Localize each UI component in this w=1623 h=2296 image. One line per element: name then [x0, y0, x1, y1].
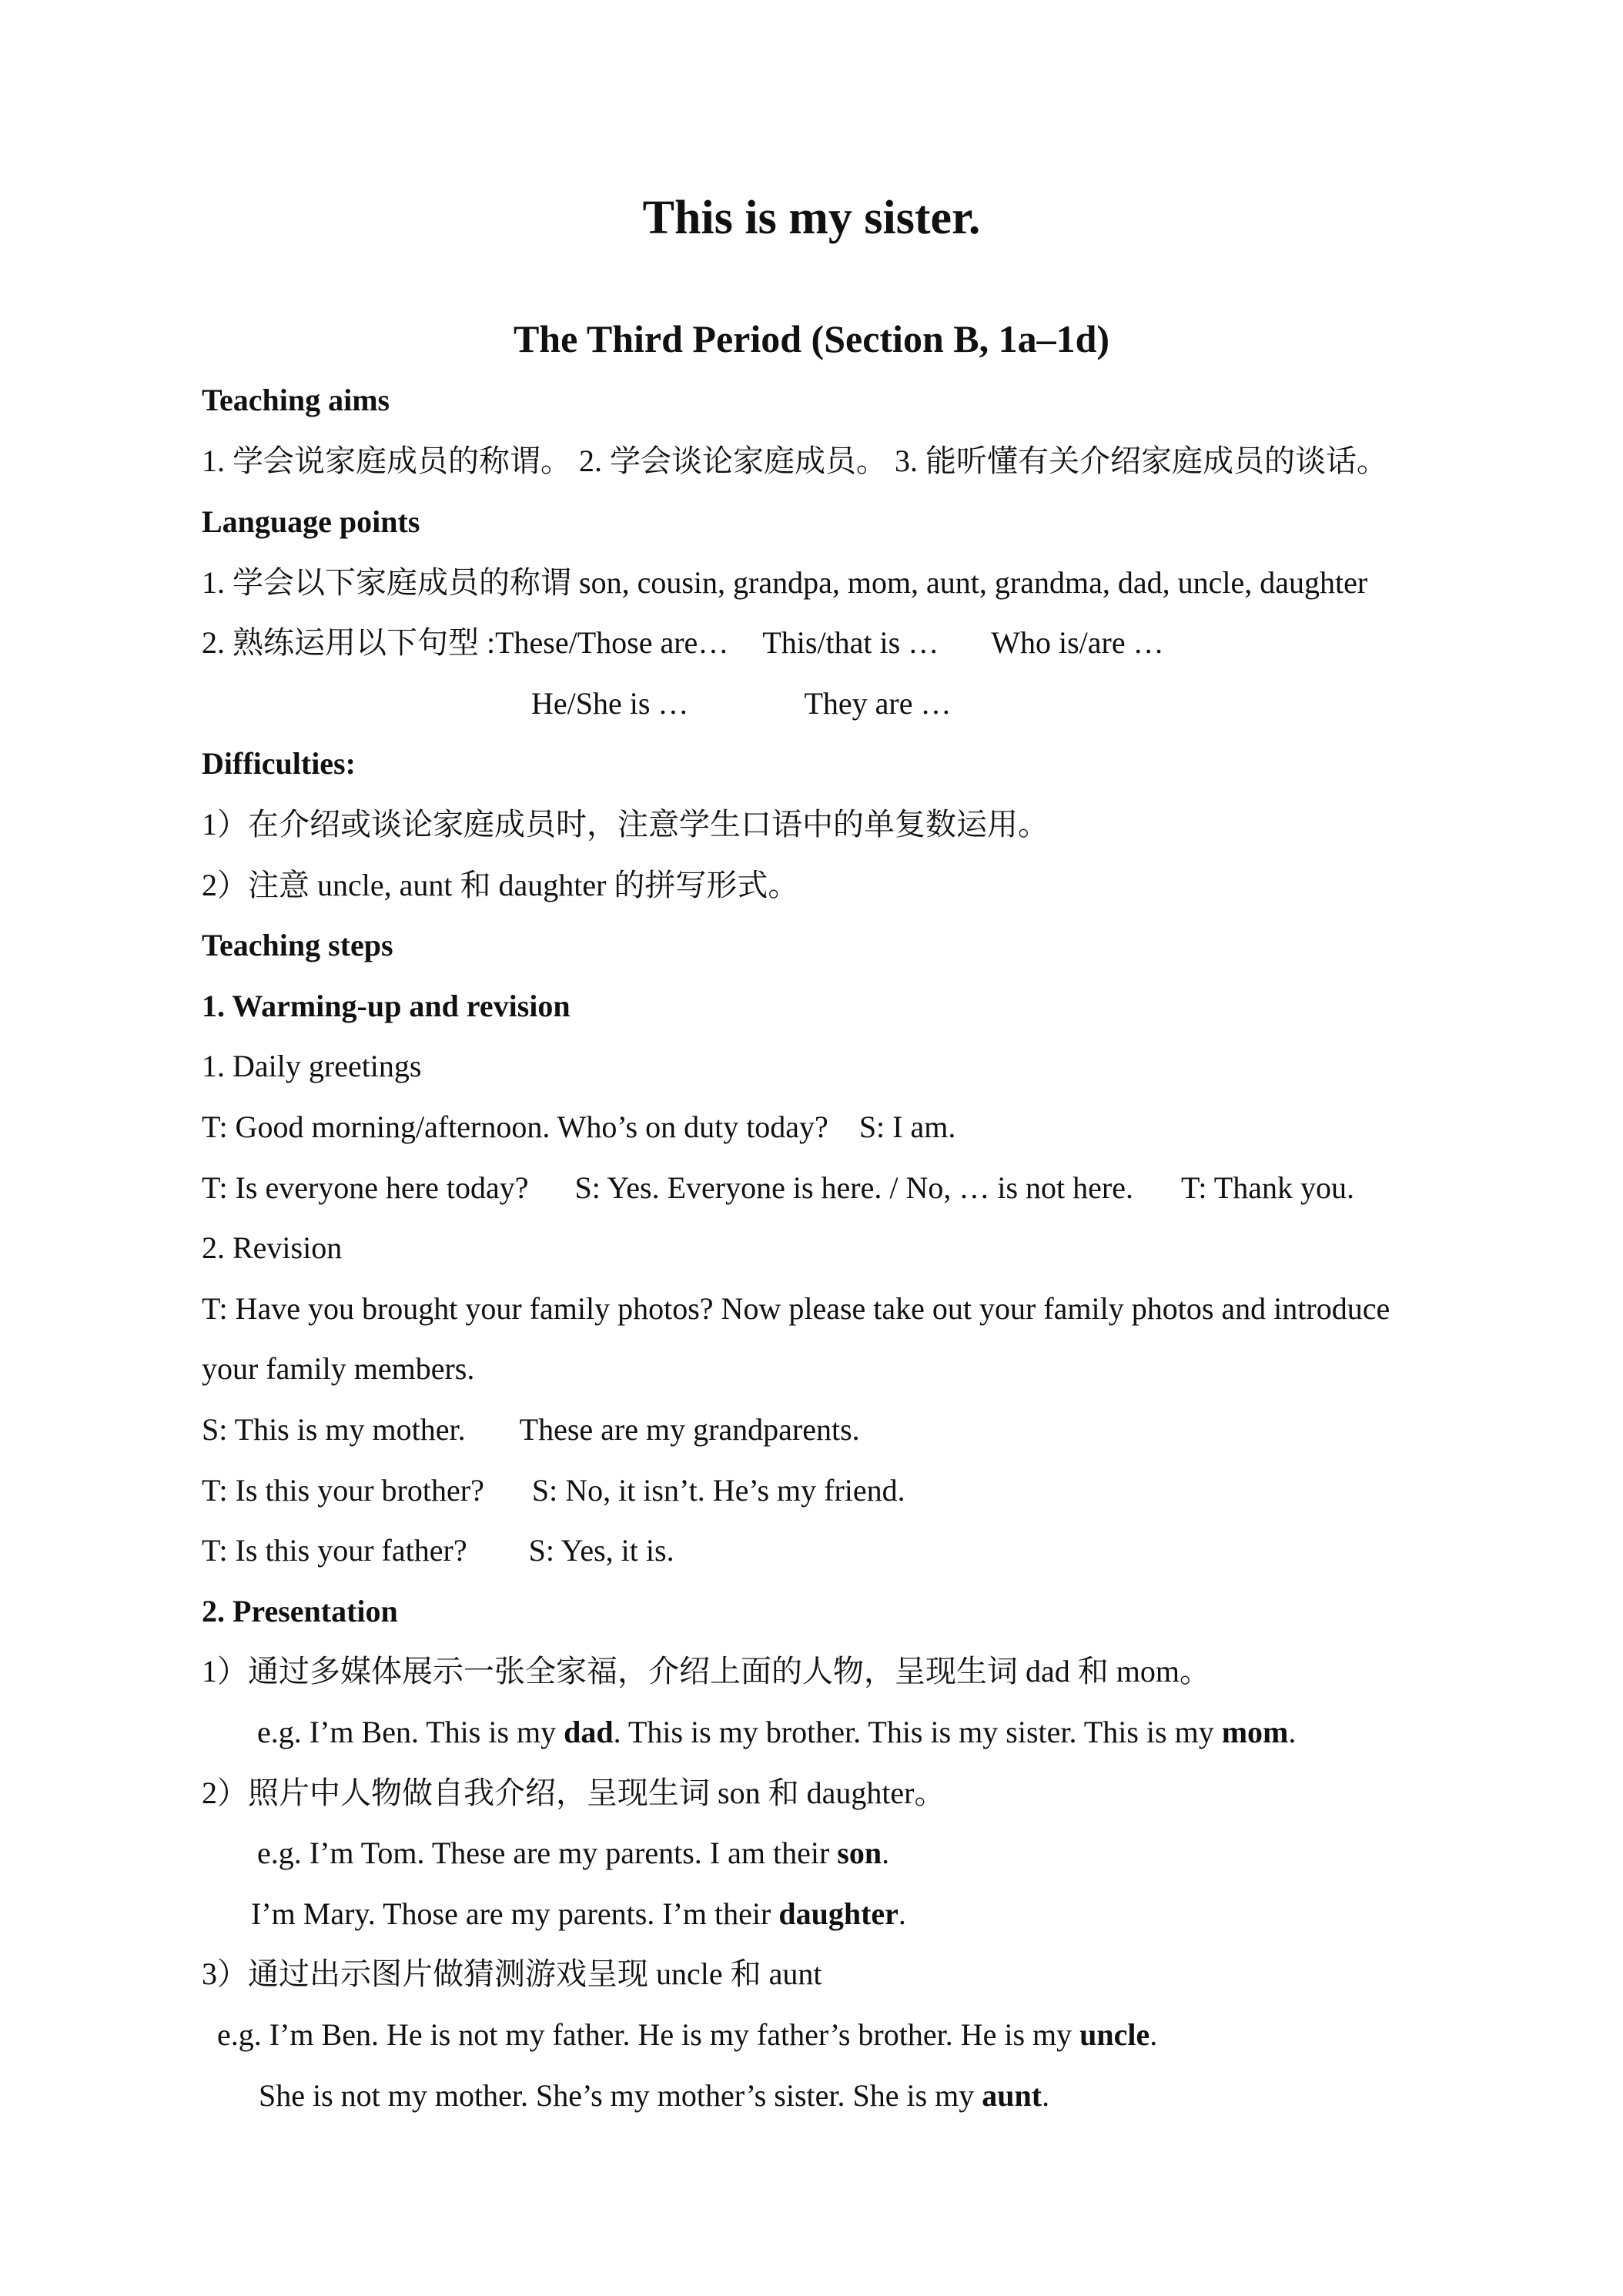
presentation-example-2 — [257, 1833, 1500, 1873]
example-text: . — [1042, 2078, 1050, 2113]
difficulties-item-2: 2）注意 uncle, aunt 和 daughter 的拼写形式。 — [202, 868, 799, 902]
dialogue-line — [202, 1410, 1500, 1450]
presentation-example-3 — [251, 1894, 1500, 1934]
difficulties-heading: Difficulties: — [202, 746, 356, 781]
example-text: e.g. I’m Ben. This is my — [257, 1715, 564, 1749]
presentation-example-1 — [257, 1712, 1500, 1752]
dialogue-student: S: I am. — [858, 1110, 956, 1144]
teaching-aims-line: 1. 学会说家庭成员的称谓。 2. 学会谈论家庭成员。 3. 能听懂有关介绍家庭成员的谈话。 — [202, 443, 1387, 478]
language-points-line-2 — [202, 623, 1500, 663]
document-title: This is my sister. — [642, 192, 981, 244]
presentation-example-4 — [217, 2015, 1500, 2055]
example-text: e.g. I’m Tom. These are my parents. I am their — [257, 1836, 838, 1870]
revision-line-2: your family members. — [202, 1351, 475, 1386]
sentence-pattern-5: They are … — [804, 686, 952, 721]
presentation-item-1: 1）通过多媒体展示一张全家福，介绍上面的人物，呈现生词 dad 和 mom。 — [202, 1654, 1210, 1689]
revision-heading: 2. Revision — [202, 1230, 343, 1265]
dialogue-teacher: T: Good morning/afternoon. Who’s on duty today? — [202, 1110, 828, 1144]
presentation-item-2: 2）照片中人物做自我介绍，呈现生词 son 和 daughter。 — [202, 1776, 945, 1810]
dialogue-line — [202, 1168, 1500, 1208]
difficulties-item-1: 1）在介绍或谈论家庭成员时，注意学生口语中的单复数运用。 — [202, 807, 1049, 842]
example-text: . This is my brother. This is my sister. This is my — [613, 1715, 1222, 1749]
dialogue-teacher: T: Is this your brother? — [202, 1473, 484, 1508]
dialogue-teacher: T: Is this your father? — [202, 1533, 467, 1568]
example-text: e.g. I’m Ben. He is not my father. He is my father’s brother. He is my — [217, 2017, 1080, 2052]
example-keyword: uncle — [1079, 2017, 1150, 2052]
dialogue-student: S: Yes, it is. — [528, 1533, 674, 1568]
daily-greetings-heading: 1. Daily greetings — [202, 1049, 422, 1083]
example-keyword: mom — [1221, 1715, 1289, 1749]
language-points-heading: Language points — [202, 504, 420, 539]
document-subtitle: The Third Period (Section B, 1a–1d) — [513, 317, 1110, 360]
dialogue-student: S: No, it isn’t. He’s my friend. — [531, 1473, 905, 1508]
presentation-item-3: 3）通过出示图片做猜测游戏呈现 uncle 和 aunt — [202, 1956, 822, 1991]
sentence-pattern-3: Who is/are … — [991, 625, 1164, 660]
example-text: . — [1288, 1715, 1297, 1749]
step-1-heading: 1. Warming-up and revision — [202, 989, 571, 1023]
sentence-pattern-4: He/She is … — [531, 686, 689, 721]
example-keyword: aunt — [982, 2078, 1042, 2113]
sentence-pattern-1: 2. 熟练运用以下句型 :These/Those are… — [202, 625, 729, 660]
revision-line-1: T: Have you brought your family photos? Now please take out your family photos and introduce — [202, 1291, 1390, 1326]
dialogue-line — [202, 1471, 1500, 1511]
dialogue-line — [202, 1531, 1500, 1571]
example-text: . — [882, 1836, 890, 1870]
step-2-heading: 2. Presentation — [202, 1594, 398, 1628]
sentence-pattern-2: This/that is … — [762, 625, 939, 660]
presentation-example-5 — [259, 2076, 1500, 2116]
dialogue-teacher: T: Thank you. — [1180, 1170, 1354, 1205]
example-keyword: daughter — [778, 1896, 899, 1931]
dialogue-student: S: This is my mother. — [202, 1412, 466, 1447]
example-text: . — [1149, 2017, 1158, 2052]
teaching-aims-heading: Teaching aims — [202, 383, 390, 417]
example-text: She is not my mother. She’s my mother’s sister. She is my — [259, 2078, 982, 2113]
dialogue-teacher: T: Is everyone here today? — [202, 1170, 529, 1205]
example-text: I’m Mary. Those are my parents. I’m their — [251, 1896, 779, 1931]
dialogue-student: These are my grandparents. — [519, 1412, 860, 1447]
teaching-steps-heading: Teaching steps — [202, 928, 393, 962]
language-points-line-1: 1. 学会以下家庭成员的称谓 son, cousin, grandpa, mom, aunt, grandma, dad, uncle, daughter — [202, 565, 1368, 600]
dialogue-line — [202, 1107, 1500, 1147]
example-keyword: dad — [564, 1715, 614, 1749]
example-keyword: son — [837, 1836, 882, 1870]
language-points-line-3 — [531, 684, 1500, 724]
example-text: . — [898, 1896, 906, 1931]
dialogue-student: S: Yes. Everyone is here. / No, … is not here. — [574, 1170, 1133, 1205]
